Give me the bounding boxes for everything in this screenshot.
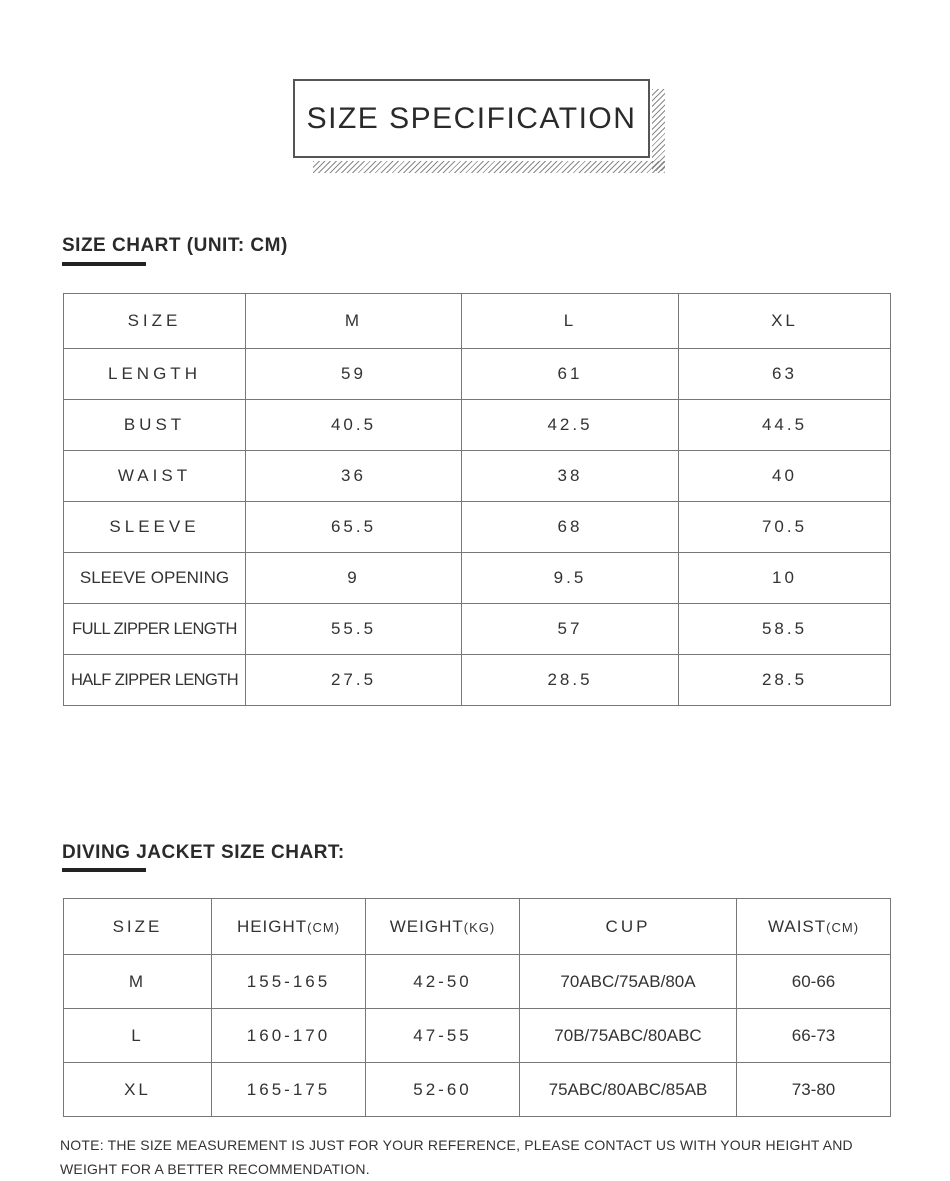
row-label: SLEEVE <box>64 502 246 553</box>
header-cell: CUP <box>520 899 737 955</box>
table-cell: 57 <box>462 604 679 655</box>
table-cell: 70ABC/75AB/80A <box>520 955 737 1009</box>
jacket-chart-heading: DIVING JACKET SIZE CHART: <box>62 842 345 863</box>
row-label: FULL ZIPPER LENGTH <box>64 604 246 655</box>
table-row <box>64 451 891 502</box>
table-cell: 75ABC/80ABC/85AB <box>520 1063 737 1117</box>
header-cell: SIZE <box>64 294 246 349</box>
header-cell: M <box>246 294 462 349</box>
row-label: SLEEVE OPENING <box>64 553 246 604</box>
table-row <box>64 349 891 400</box>
table-cell: 165-175 <box>212 1063 366 1117</box>
table-cell: 10 <box>679 553 891 604</box>
table-header-row <box>64 899 891 955</box>
table-row <box>64 604 891 655</box>
table-cell: 70B/75ABC/80ABC <box>520 1009 737 1063</box>
size-note: NOTE: THE SIZE MEASUREMENT IS JUST FOR YOUR REFERENCE, PLEASE CONTACT US WITH YOUR HEIGHT AND WEIGHT FOR A BETTER RECOMMENDATION. <box>60 1137 853 1177</box>
size-chart-table <box>63 293 891 706</box>
header-cell: WAIST(CM) <box>737 899 891 955</box>
header-cell: HEIGHT(CM) <box>212 899 366 955</box>
table-cell: 55.5 <box>246 604 462 655</box>
table-cell: 52-60 <box>366 1063 520 1117</box>
table-cell: 9 <box>246 553 462 604</box>
table-row <box>64 553 891 604</box>
table-cell: 58.5 <box>679 604 891 655</box>
table-cell: L <box>64 1009 212 1063</box>
table-cell: 28.5 <box>462 655 679 706</box>
header-cell: L <box>462 294 679 349</box>
table-row <box>64 1063 891 1117</box>
table-cell: 44.5 <box>679 400 891 451</box>
header-cell: SIZE <box>64 899 212 955</box>
title-hatch-shadow-bottom <box>313 161 665 173</box>
jacket-chart-underline <box>62 868 146 872</box>
page-title: SIZE SPECIFICATION <box>293 79 650 158</box>
table-cell: 59 <box>246 349 462 400</box>
table-row <box>64 502 891 553</box>
table-cell: M <box>64 955 212 1009</box>
table-cell: 42-50 <box>366 955 520 1009</box>
header-cell: WEIGHT(KG) <box>366 899 520 955</box>
table-cell: 65.5 <box>246 502 462 553</box>
table-cell: 60-66 <box>737 955 891 1009</box>
table-cell: 40 <box>679 451 891 502</box>
row-label: WAIST <box>64 451 246 502</box>
table-cell: 28.5 <box>679 655 891 706</box>
table-cell: 68 <box>462 502 679 553</box>
table-cell: 66-73 <box>737 1009 891 1063</box>
row-label: HALF ZIPPER LENGTH <box>64 655 246 706</box>
table-cell: 70.5 <box>679 502 891 553</box>
table-cell: XL <box>64 1063 212 1117</box>
table-row <box>64 655 891 706</box>
table-cell: 36 <box>246 451 462 502</box>
table-row <box>64 955 891 1009</box>
table-cell: 9.5 <box>462 553 679 604</box>
table-cell: 47-55 <box>366 1009 520 1063</box>
table-cell: 42.5 <box>462 400 679 451</box>
table-cell: 63 <box>679 349 891 400</box>
table-cell: 61 <box>462 349 679 400</box>
table-cell: 155-165 <box>212 955 366 1009</box>
row-label: LENGTH <box>64 349 246 400</box>
table-cell: 160-170 <box>212 1009 366 1063</box>
table-row <box>64 1009 891 1063</box>
table-header-row <box>64 294 891 349</box>
table-cell: 27.5 <box>246 655 462 706</box>
title-banner <box>293 79 665 174</box>
header-cell: XL <box>679 294 891 349</box>
size-chart-underline <box>62 262 146 266</box>
table-cell: 40.5 <box>246 400 462 451</box>
table-cell: 38 <box>462 451 679 502</box>
table-cell: 73-80 <box>737 1063 891 1117</box>
row-label: BUST <box>64 400 246 451</box>
size-chart-heading: SIZE CHART (UNIT: CM) <box>62 235 288 256</box>
table-row <box>64 400 891 451</box>
title-hatch-shadow-right <box>652 89 665 171</box>
jacket-size-chart-table <box>63 898 891 1117</box>
